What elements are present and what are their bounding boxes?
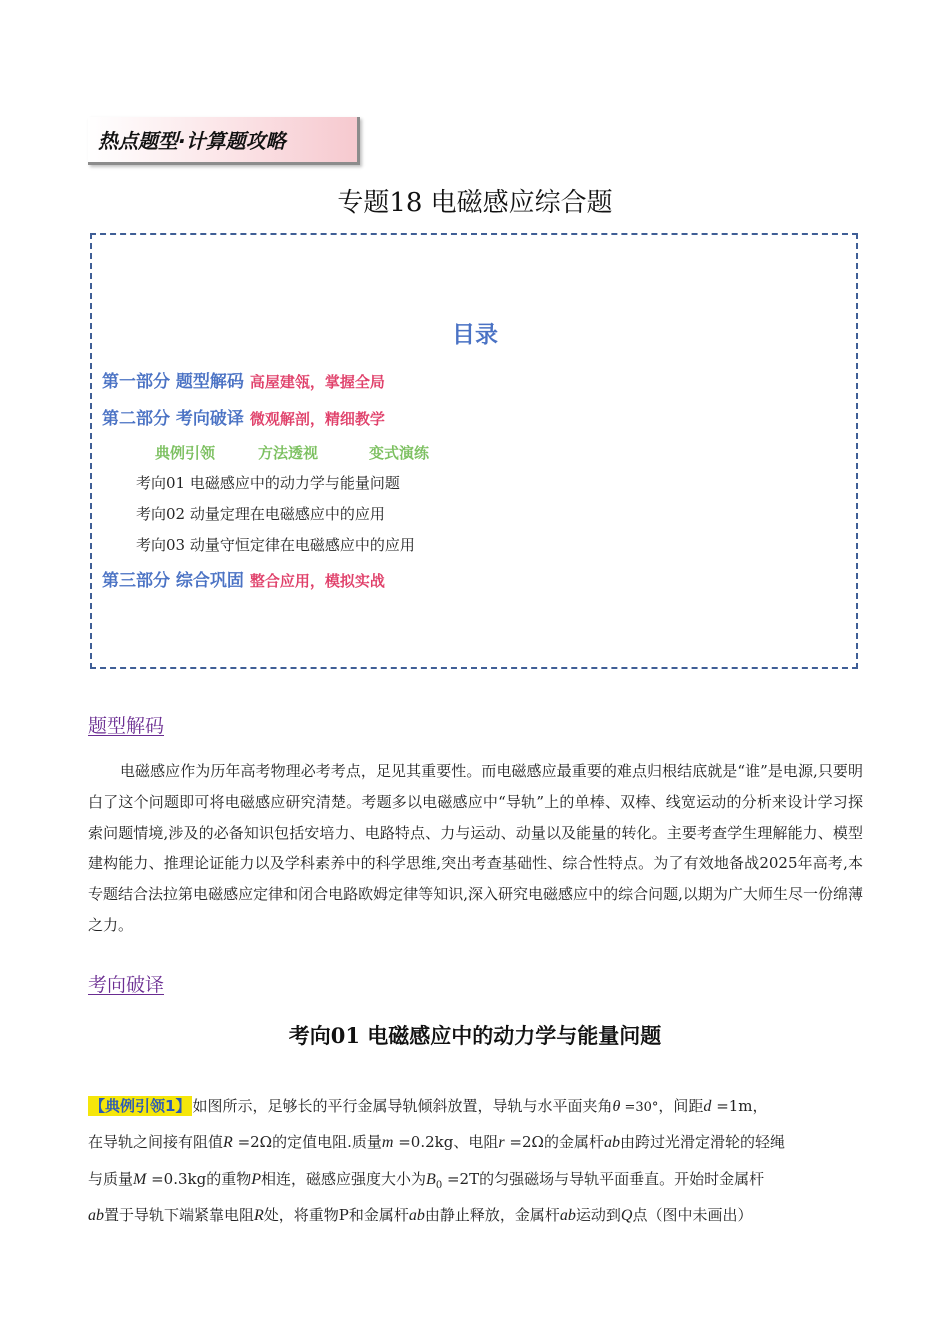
- toc-part-2[interactable]: [102, 404, 385, 429]
- toc-part-slogan: 微观解剖，精细教学: [249, 410, 385, 428]
- text: ，间距: [658, 1097, 704, 1115]
- P-symbol: P: [251, 1171, 262, 1188]
- example-line-3: [88, 1168, 764, 1191]
- M-symbol: M: [133, 1171, 147, 1188]
- ab-symbol: ab: [559, 1207, 576, 1224]
- text: =2Ω: [232, 1133, 273, 1151]
- toc-part-slogan: 高屋建瓴，掌握全局: [249, 373, 385, 391]
- text: 相连，磁感应强度大小为: [261, 1170, 427, 1188]
- text: 如图所示，足够长的平行金属导轨倾斜放置，导轨与水平面夹角: [192, 1097, 613, 1115]
- toc-item-2[interactable]: 考向02 动量定理在电磁感应中的应用: [136, 505, 385, 523]
- toc-part-label: 第一部分 题型解码: [102, 372, 244, 392]
- text: =30°: [620, 1100, 659, 1115]
- text: =0.3kg: [146, 1170, 207, 1188]
- toc-part-1[interactable]: [102, 367, 385, 392]
- text: 由静止释放，金属杆: [424, 1206, 560, 1224]
- section-heading-decode[interactable]: 题型解码: [88, 715, 165, 737]
- example-line-2: [88, 1131, 785, 1152]
- text: 的定值电阻.质量: [272, 1133, 382, 1151]
- example-line-1: [88, 1095, 768, 1116]
- B-symbol: B: [426, 1171, 436, 1188]
- r-symbol: r: [498, 1134, 505, 1151]
- d-symbol: d: [703, 1098, 712, 1115]
- toc-part-label: 第三部分 综合巩固: [102, 571, 244, 591]
- text: 由跨过光滑定滑轮的轻绳: [619, 1133, 785, 1151]
- text: =0.2kg: [393, 1133, 454, 1151]
- text: 、电阻: [453, 1133, 499, 1151]
- toc-part-label: 第二部分 考向破译: [102, 409, 244, 429]
- R-symbol: R: [254, 1207, 264, 1224]
- theta-symbol: θ: [612, 1098, 621, 1115]
- toc-part-slogan: 整合应用，模拟实战: [249, 572, 385, 590]
- toc-part-3[interactable]: [102, 566, 385, 591]
- text: =2Ω: [504, 1133, 544, 1151]
- hot-topic-banner: [88, 117, 360, 165]
- text: 在导轨之间接有阻值: [88, 1133, 224, 1151]
- topic-01-title: 考向01 电磁感应中的动力学与能量问题: [288, 1023, 662, 1048]
- text: 与质量: [88, 1170, 134, 1188]
- ab-symbol: ab: [88, 1207, 104, 1224]
- toc-heading: 目录: [452, 322, 498, 348]
- R-symbol: R: [223, 1134, 233, 1151]
- example-tag: 【典例引领1】: [90, 1097, 191, 1115]
- text: 的重物: [206, 1170, 252, 1188]
- toc-item-1[interactable]: 考向01 电磁感应中的动力学与能量问题: [136, 474, 400, 492]
- text: 的匀强磁场与导轨平面垂直。开始时金属杆: [479, 1170, 765, 1188]
- banner-text: 热点题型·计算题攻略: [98, 129, 286, 153]
- toc-sub-practice[interactable]: 变式演练: [369, 444, 430, 462]
- text: 点（图中未画出）: [632, 1206, 753, 1224]
- document-title: 专题18 电磁感应综合题: [337, 188, 613, 218]
- m-symbol: m: [381, 1134, 394, 1151]
- text: 置于导轨下端紧靠电阻: [104, 1206, 255, 1224]
- text: 运动到: [575, 1206, 621, 1224]
- text: =2T: [442, 1170, 480, 1188]
- text: 处，将重物P和金属杆: [263, 1206, 409, 1224]
- ab-symbol: ab: [603, 1134, 620, 1151]
- ab-symbol: ab: [408, 1207, 425, 1224]
- toc-sub-methods[interactable]: 方法透视: [258, 444, 319, 462]
- intro-paragraph: 电磁感应作为历年高考物理必考考点，足见其重要性。而电磁感应最重要的难点归根结底就是“谁”是电源,只要明白了这个问题即可将电磁感应研究清楚。考题多以电磁感应中“导轨”上的单棒、双棒、线宽运动的分析来设计学习探索问题情境,涉及的必备知识包括安培力、电路特点、力与运动、动量以及能量的转化。主要考查学生理解能力、模型建构能力、推理论证能力以及学科素养中的科学思维,突出考查基础性、综合性特点。为了有效地备战2025年高考,本专题结合法拉第电磁感应定律和闭合电路欧姆定律等知识,深入研究电磁感应中的综合问题,以期为广大师生尽一份绵薄之力。: [88, 762, 863, 934]
- section-heading-analysis[interactable]: 考向破译: [88, 974, 165, 996]
- toc-item-3[interactable]: 考向03 动量守恒定律在电磁感应中的应用: [136, 536, 415, 554]
- toc-sub-examples[interactable]: 典例引领: [155, 444, 216, 462]
- B-subscript: 0: [435, 1180, 443, 1191]
- Q-symbol: Q: [620, 1207, 633, 1224]
- text: 的金属杆: [543, 1133, 604, 1151]
- text: =1m，: [711, 1097, 768, 1115]
- example-line-4: [88, 1204, 753, 1225]
